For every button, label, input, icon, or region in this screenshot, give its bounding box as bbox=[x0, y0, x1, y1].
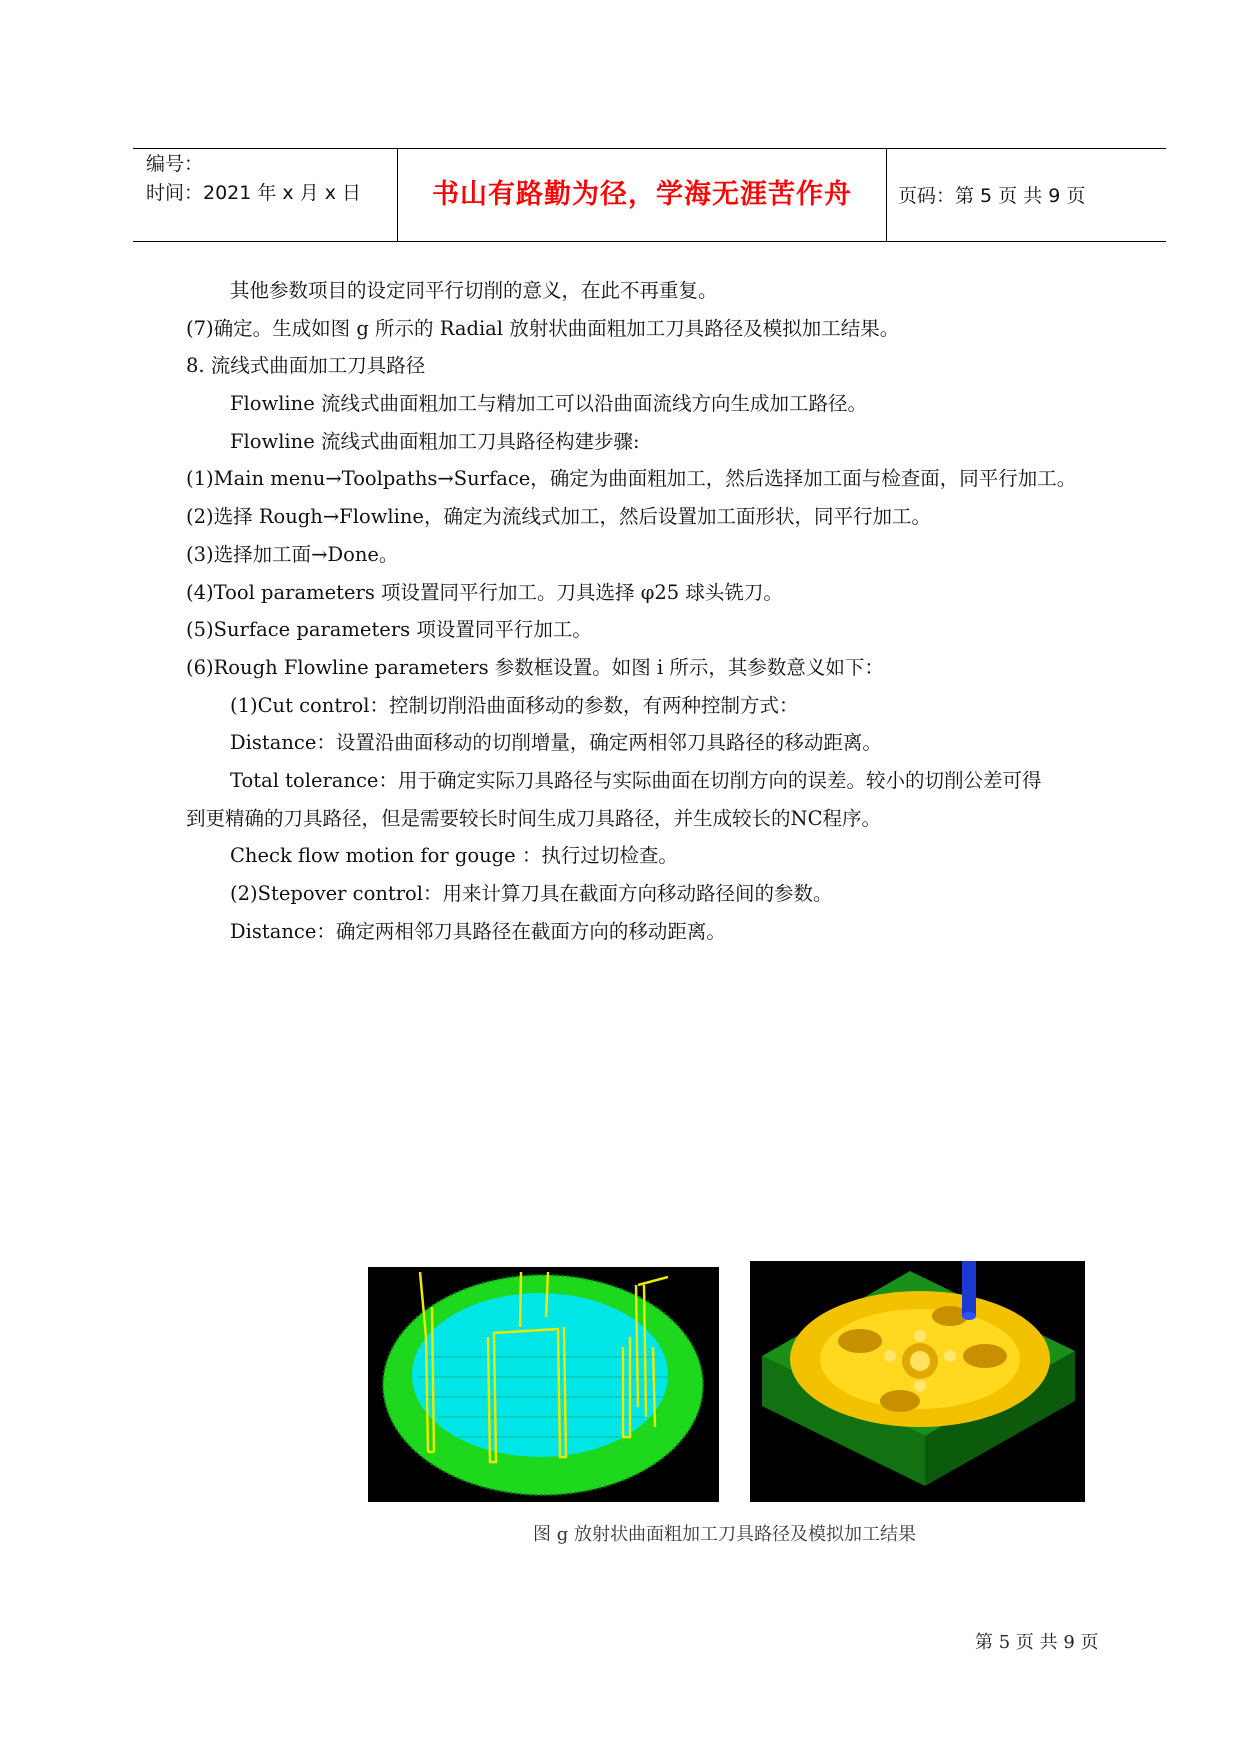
header-motto: 书山有路勤为径，学海无涯苦作舟 bbox=[432, 179, 852, 210]
paragraph-line: (1)Main menu→Toolpaths→Surface，确定为曲面粗加工，然后选择加工面与检查面，同平行加工。 bbox=[186, 467, 1077, 491]
paragraph-line: (5)Surface parameters 项设置同平行加工。 bbox=[186, 618, 592, 642]
paragraph-line: Distance：确定两相邻刀具路径在截面方向的移动距离。 bbox=[230, 919, 726, 943]
header-number: 编号： bbox=[146, 153, 204, 175]
paragraph-line: (2)选择 Rough→Flowline，确定为流线式加工，然后设置加工面形状，同平行加工。 bbox=[186, 505, 931, 529]
header-top-rule bbox=[133, 148, 1166, 149]
paragraph-line: (4)Tool parameters 项设置同平行加工。刀具选择 φ25 球头铣刀。 bbox=[186, 580, 783, 604]
simulation-image bbox=[750, 1261, 1085, 1502]
paragraph-line: Flowline 流线式曲面粗加工刀具路径构建步骤: bbox=[230, 429, 640, 453]
paragraph-line: 其他参数项目的设定同平行切削的意义，在此不再重复。 bbox=[230, 279, 718, 302]
paragraph-line: Total tolerance：用于确定实际刀具路径与实际曲面在切削方向的误差。较小的切削公差可得 bbox=[230, 768, 1042, 792]
paragraph-line: 到更精确的刀具路径，但是需要较长时间生成刀具路径，并生成较长的NC程序。 bbox=[186, 806, 881, 830]
header-page-number: 页码：第 5 页 共 9 页 bbox=[898, 185, 1086, 207]
section-heading: 8. 流线式曲面加工刀具路径 bbox=[186, 354, 426, 378]
document-body bbox=[186, 272, 1126, 950]
paragraph-line: (3)选择加工面→Done。 bbox=[186, 542, 399, 566]
header-meta bbox=[146, 150, 361, 208]
header-bottom-rule bbox=[133, 241, 1166, 242]
paragraph-line: (2)Stepover control：用来计算刀具在截面方向移动路径间的参数。 bbox=[230, 882, 833, 905]
header-time: 时间：2021 年 x 月 x 日 bbox=[146, 182, 362, 204]
paragraph-line: Check flow motion for gouge ：执行过切检查。 bbox=[230, 844, 678, 868]
paragraph-line: (1)Cut control：控制切削沿曲面移动的参数，有两种控制方式： bbox=[230, 693, 799, 717]
paragraph-line: Distance：设置沿曲面移动的切削增量，确定两相邻刀具路径的移动距离。 bbox=[230, 731, 882, 755]
paragraph-line: (7)确定。生成如图 g 所示的 Radial 放射状曲面粗加工刀具路径及模拟加工结果。 bbox=[186, 316, 900, 340]
paragraph-line: Flowline 流线式曲面粗加工与精加工可以沿曲面流线方向生成加工路径。 bbox=[230, 392, 867, 416]
toolpath-image bbox=[368, 1267, 719, 1502]
header-divider-right bbox=[886, 148, 887, 242]
paragraph-line: (6)Rough Flowline parameters 参数框设置。如图 i 所示，其参数意义如下： bbox=[186, 655, 884, 679]
figure-caption: 图 g 放射状曲面粗加工刀具路径及模拟加工结果 bbox=[533, 1524, 916, 1545]
footer-page-number: 第 5 页 共 9 页 bbox=[975, 1632, 1099, 1653]
